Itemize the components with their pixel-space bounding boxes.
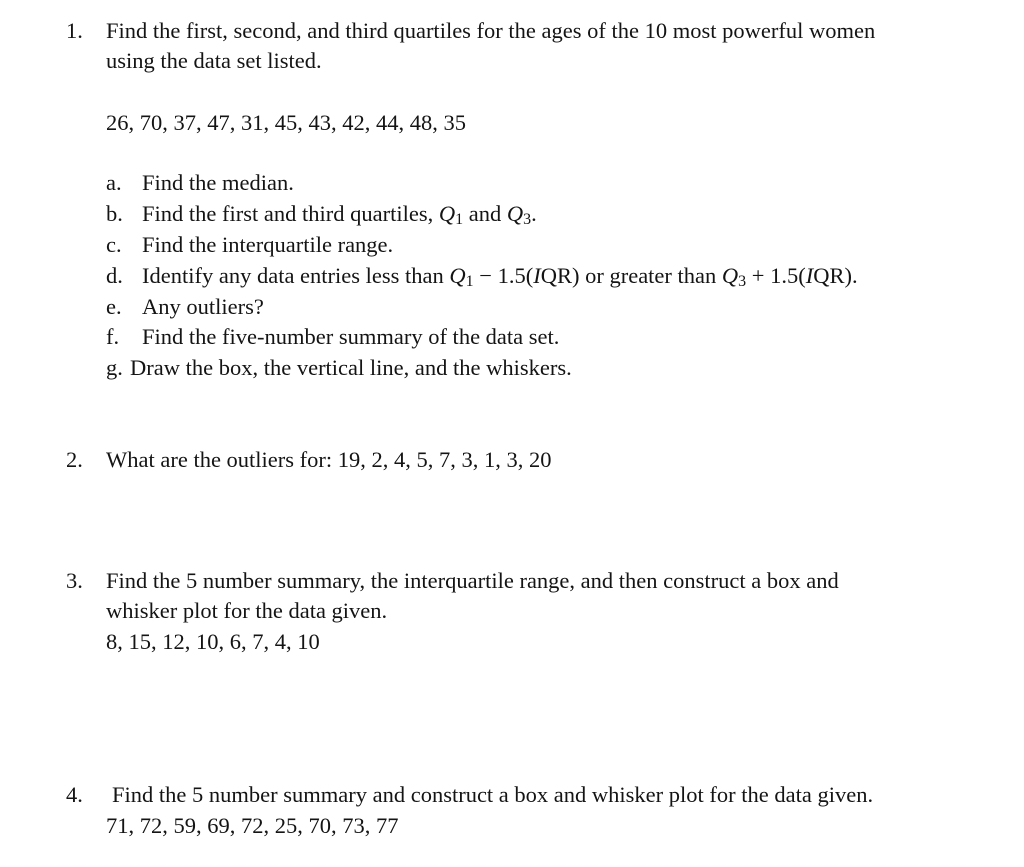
q1-part-c-letter: c. [106,232,122,257]
q1-text-line2: using the data set listed. [106,48,322,73]
q3-data: 8, 15, 12, 10, 6, 7, 4, 10 [106,629,320,654]
q4-data: 71, 72, 59, 69, 72, 25, 70, 73, 77 [106,813,399,838]
q4-text: Find the 5 number summary and construct a box and whisker plot for the data given. [112,782,874,807]
q1-data: 26, 70, 37, 47, 31, 45, 43, 42, 44, 48, 35 [106,110,466,135]
q2-text: What are the outliers for: 19, 2, 4, 5, 7, 3, 1, 3, 20 [106,447,552,472]
q1-part-d-text: Identify any data entries less than Q1 − 1.5(IQR) or greater than Q3 + 1.5(IQR). [142,263,858,290]
q1-part-d-letter: d. [106,263,123,288]
q1-part-b-letter: b. [106,201,123,226]
q1-part-a-letter: a. [106,170,122,195]
q1-part-g-letter: g. [106,355,123,380]
q1-number: 1. [66,18,83,43]
q1-part-c-text: Find the interquartile range. [142,232,394,257]
q3-text-line2: whisker plot for the data given. [106,598,388,623]
q1-part-a-text: Find the median. [142,170,294,195]
q1-part-b-text: Find the first and third quartiles, Q1 and Q3. [142,201,537,228]
q1-part-f-text: Find the five-number summary of the data set. [142,324,560,349]
q1-part-g-text: Draw the box, the vertical line, and the whiskers. [130,355,572,380]
q3-text-line1: Find the 5 number summary, the interquartile range, and then construct a box and [106,568,839,593]
q1-part-f-letter: f. [106,324,120,349]
q4-number: 4. [66,782,83,807]
q3-number: 3. [66,568,83,593]
q1-text-line1: Find the first, second, and third quartiles for the ages of the 10 most powerful women [106,18,876,43]
q1-part-e-letter: e. [106,294,122,319]
q2-number: 2. [66,447,83,472]
q1-part-e-text: Any outliers? [142,294,264,319]
